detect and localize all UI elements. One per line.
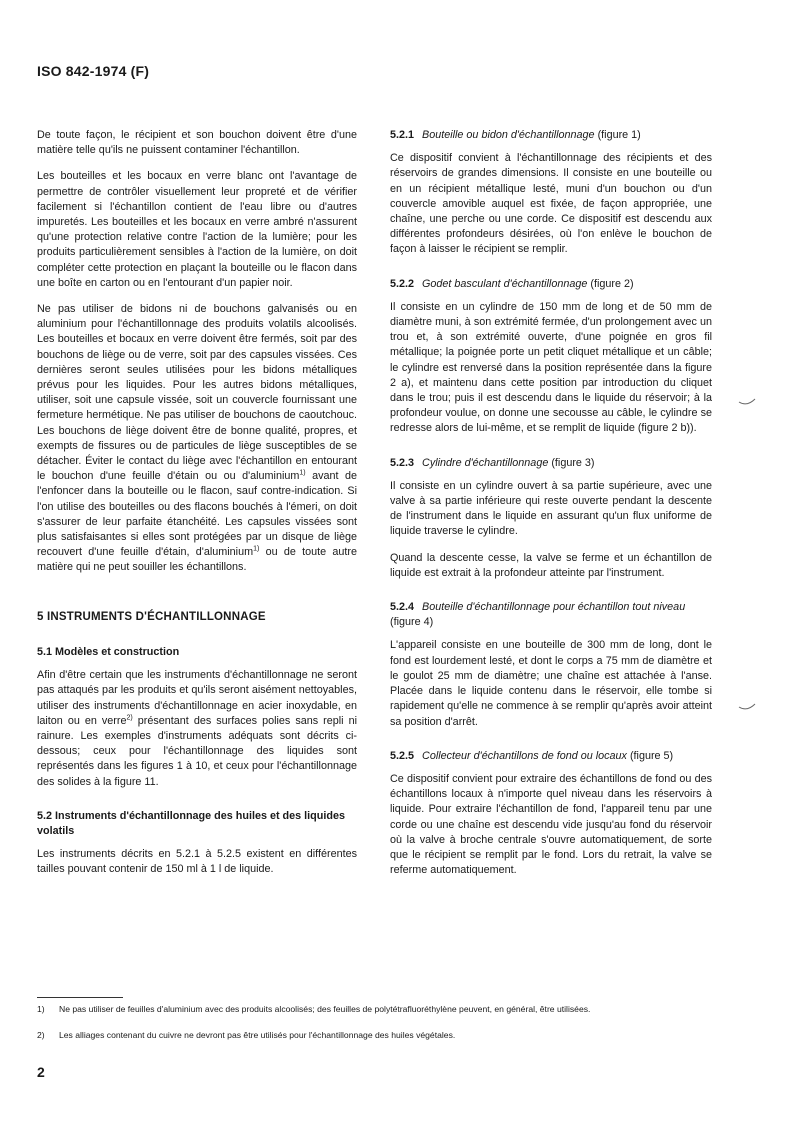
paragraph: L'appareil consiste en une bouteille de 300 mm de long, dont le fond est lourdement lesté, et dont le corps a 75 mm de diamètre et le goulot 25 mm de diamètre; une chaîne est attachée à l'anse. Placée dans le liquide contenu dans le réservoir, elle tombe si rapidement qu'elle ne commence à se remplir qu'après avoir atteint sa position d'arrêt.	[390, 639, 712, 728]
paragraph: Il consiste en un cylindre ouvert à sa partie supérieure, avec une valve à sa partie inférieure qui reste ouverte pendant la descente de l'instrument dans le liquide en assurant qu'un flux uniforme de liquide traverse le cylindre.	[390, 479, 712, 538]
paragraph: Ce dispositif convient pour extraire des échantillons de fond ou des échantillons locaux à n'importe quel niveau dans les réservoirs à liquide. Pour extraire l'échantillon de fond, l'appareil tenu par une corde ou une chaîne est descendu vide jusqu'au fond du réservoir où la valve à broche centrale s'ouvre automatiquement, de sorte que le récipient se remplit par le fond. Lors du retrait, la valve se referme automatiquement.	[390, 772, 712, 877]
subsection-heading: 5.1 Modèles et construction	[37, 645, 180, 658]
paragraph	[37, 302, 357, 576]
footnote-number: 2)	[37, 1030, 45, 1040]
subsection-heading	[390, 277, 712, 292]
subsection-title: Godet basculant d'échantillonnage	[422, 277, 588, 290]
left-column	[37, 128, 357, 889]
subsection-title: Collecteur d'échantillons de fond ou locaux	[422, 749, 627, 762]
figure-ref: (figure 5)	[626, 749, 674, 762]
subsection-number: 5.2.5	[390, 749, 415, 762]
figure-ref: (figure 2)	[587, 277, 634, 290]
paragraph: Les instruments décrits en 5.2.1 à 5.2.5 existent en différentes tailles pouvant contenir de 150 ml à 1 l de liquide.	[37, 848, 357, 876]
paragraph: Il consiste en un cylindre de 150 mm de long et de 50 mm de diamètre muni, à son extrémité fermée, d'un prolongement avec un trou et, à son extrémité ouverte, d'une poignée en gros fil métallique; la poignée porte un petit cliquet métallique et un câble; le cylindre est renversé dans la position représentée dans la figure 2 a), et maintenu dans cette position par introduction du cliquet dans le trou; puis il est descendu dans le liquide du réservoir; à la profondeur voulue, on donne une secousse au câble, le cylindre se redresse alors de lui-même, et se remplit de liquide (figure 2 b)).	[390, 300, 712, 435]
paragraph: Ce dispositif convient à l'échantillonnage des récipients et des réservoirs de grandes dimensions. Il consiste en une bouteille ou en un récipient métallique lesté, muni d'un bouchon ou d'un couvercle amovible auquel est fixée, de façon appropriée, une chaîne, une perche ou une corde. Ce dispositif est descendu aux différentes profondeurs désirées, où l'on enlève le bouchon de façon à laisser le récipient se remplir.	[390, 152, 712, 256]
footnote-text: Les alliages contenant du cuivre ne devront pas être utilisés pour l'échantillonnage des huiles végétales.	[59, 1030, 456, 1040]
footnote-ref: 1)	[253, 545, 260, 553]
text-run: ou de toute autre matière qui ne peut souiller les échantillons.	[37, 546, 357, 574]
subsection-heading	[390, 128, 712, 143]
margin-mark-icon	[738, 702, 756, 712]
subsection-heading: 5.2 Instruments d'échantillonnage des huiles et des liquides volatils	[37, 809, 345, 837]
text-run: Afin d'être certain que les instruments d'échantillonnage ne seront pas attaqués par les produits et qu'ils seront aisément nettoyables, utiliser des instruments d'échantillonnage en acier inoxydable, en laiton ou en verre	[37, 669, 357, 727]
paragraph: De toute façon, le récipient et son bouchon doivent être d'une matière telle qu'ils ne puissent contaminer l'échantillon.	[37, 129, 357, 157]
right-column	[390, 128, 712, 889]
text-run: avant de l'enfoncer dans la bouteille ou le flacon, sauf contre-indication. Si l'on utilise des bouteilles ou des flacons bouchés à l'émeri, on doit s'assurer de leur parfaite étanchéité. Les capsules vissées sont plus satisfaisantes si elles sont protégées par un disque de liège recouvert d'une feuille d'étain, d'aluminium	[37, 470, 358, 559]
document-header: ISO 842-1974 (F)	[37, 63, 150, 79]
page-number: 2	[37, 1064, 45, 1080]
subsection-heading	[390, 600, 712, 630]
figure-ref: (figure 3)	[548, 456, 595, 469]
subsection-heading	[390, 456, 712, 471]
footnote	[37, 1030, 737, 1041]
paragraph: Quand la descente cesse, la valve se ferme et un échantillon de liquide est extrait à la profondeur atteinte par l'instrument.	[390, 551, 712, 579]
footnote-text: Ne pas utiliser de feuilles d'aluminium avec des produits alcoolisés; des feuilles de polytétrafluoréthylène peuvent, en général, être utilisées.	[59, 1004, 591, 1014]
subsection-number: 5.2.3	[390, 456, 415, 469]
subsection-title: Cylindre d'échantillonnage	[422, 456, 549, 469]
paragraph	[37, 668, 357, 790]
figure-ref: (figure 4)	[390, 616, 434, 629]
footnote-ref: 2)	[126, 714, 133, 722]
subsection-heading	[390, 749, 712, 764]
subsection-number: 5.2.1	[390, 129, 415, 141]
subsection-number: 5.2.2	[390, 277, 415, 290]
margin-mark-icon	[738, 397, 756, 407]
section-heading: 5 INSTRUMENTS D'ÉCHANTILLONNAGE	[37, 610, 266, 623]
footnote-divider	[37, 997, 123, 998]
footnote-ref: 1)	[299, 469, 306, 477]
footnote-number: 1)	[37, 1004, 45, 1014]
text-run: Ne pas utiliser de bidons ni de bouchons galvanisés ou en aluminium pour l'échantillonnage des produits volatils alcoolisés. Les bouteilles et bocaux en verre doivent être fermés, soit par des bouchons de liège ou de verre, soit par des capsules vissées. Ces dernières seront seules utilisées pour les bidons métalliques prévus pour les liquides. Pour les autres bidons métalliques, utiliser, soit une capsule vissée, soit un couvercle fournissant une fermeture hermétique. Ne pas utiliser de bouchons de caoutchouc. Les bouchons de liège doivent être de bonne qualité, propres, et exempts de fissures ou de particules de liège susceptibles de se détacher. Éviter le contact du liège avec l'échantillon en entourant le bouchon d'une feuille d'étain ou ou d'aluminium	[37, 303, 357, 483]
text-run: présentant des surfaces polies sans repli ni rainure. Les exemples d'instruments adéquats sont décrits ci-dessous; ceux pour l'échantillonnage des liquides sont représentés dans les figures 1 à 10, et ceux pour l'échantillonnage des solides à la figure 11.	[37, 714, 357, 788]
subsection-title: Bouteille d'échantillonnage pour échantillon tout niveau	[422, 601, 686, 614]
subsection-number: 5.2.4	[390, 601, 415, 614]
subsection-title: Bouteille ou bidon d'échantillonnage	[422, 129, 595, 141]
figure-ref: (figure 1)	[594, 129, 641, 141]
footnote	[37, 1004, 737, 1015]
paragraph: Les bouteilles et les bocaux en verre blanc ont l'avantage de permettre de contrôler visuellement leur propreté et de vérifier facilement si l'échantillon contient de l'eau libre ou d'autres impuretés. Les bouteilles et les bocaux en verre ambré n'assurent qu'une protection relative contre l'action de la lumière; pour les produits particulièrement sensibles à l'action de la lumière, on doit compléter cette protection en plaçant la bouteille ou le flacon dans une boîte en carton ou en l'entourant d'un papier noir.	[37, 170, 357, 289]
